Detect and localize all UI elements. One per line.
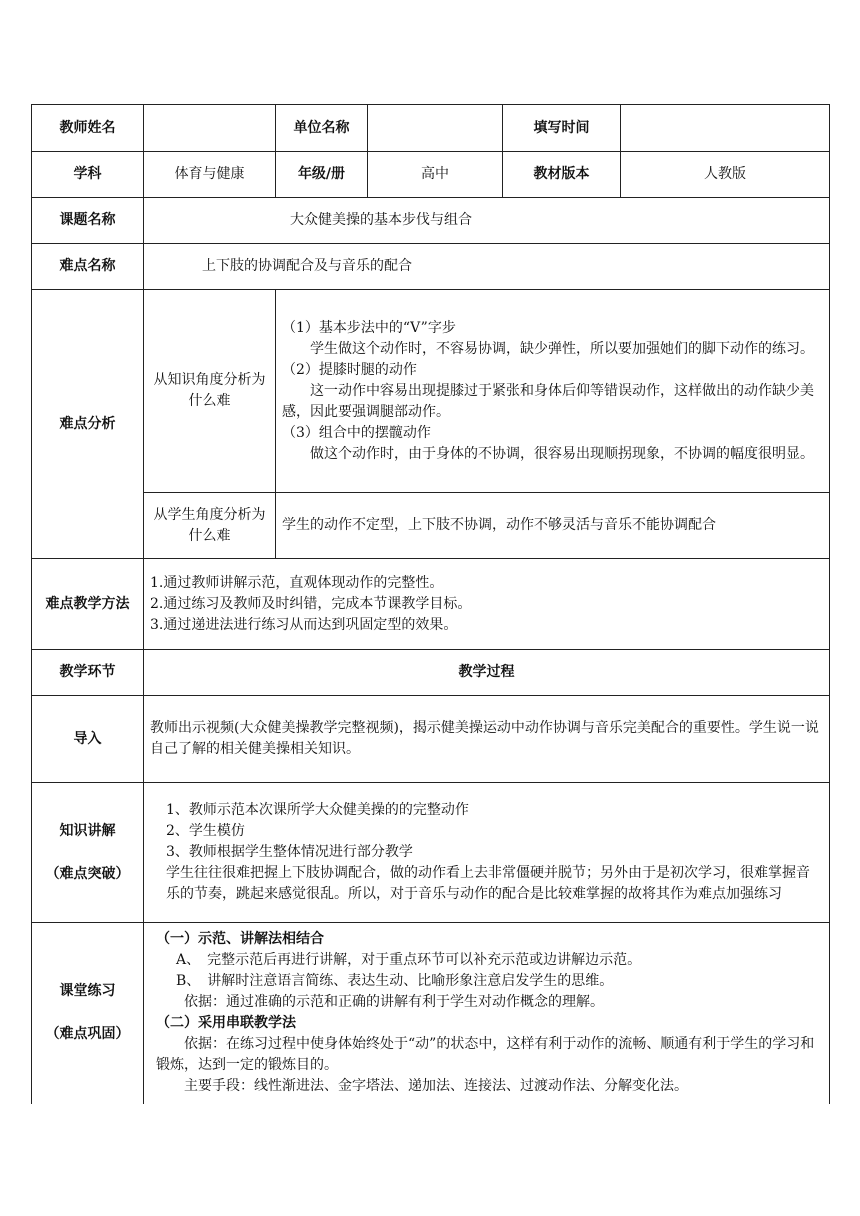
methods-label: 难点教学方法	[32, 559, 144, 650]
practice-row	[32, 923, 830, 1104]
knowledge-item-title: （2）提膝时腿的动作	[282, 361, 417, 378]
practice-section-title: （一）示范、讲解法相结合	[156, 931, 324, 948]
practice-label-cell	[32, 923, 144, 1104]
analysis-student-row	[32, 493, 830, 559]
practice-means: 主要手段：线性渐进法、金字塔法、递加法、连接法、过渡动作法、分解变化法。	[184, 1078, 688, 1095]
explain-label: 知识讲解	[59, 822, 116, 839]
grade-label: 年级/册	[276, 152, 368, 198]
knowledge-angle-content	[276, 290, 830, 493]
process-header-row	[32, 650, 830, 696]
knowledge-item-body: 学生做这个动作时，不容易协调，缺少弹性，所以要加强她们的脚下动作的练习。	[310, 340, 814, 357]
explain-paragraph: 学生往往很难把握上下肢协调配合，做的动作看上去非常僵硬并脱节；另外由于是初次学习，很难掌握音乐的节奏，跳起来感觉很乱。所以，对于音乐与动作的配合是比较难掌握的故将其作为难点加强练习	[166, 865, 810, 902]
practice-item: B、 讲解时注意语言简练、表达生动、比喻形象注意启发学生的思维。	[176, 973, 614, 990]
methods-row	[32, 559, 830, 650]
topic-label: 课题名称	[32, 198, 144, 244]
fill-date-field[interactable]	[621, 105, 830, 152]
methods-content	[144, 559, 830, 650]
stage-header: 教学环节	[32, 650, 144, 696]
unit-name-label: 单位名称	[276, 105, 368, 152]
practice-label: 课堂练习	[59, 983, 116, 1000]
header-row	[32, 105, 830, 152]
knowledge-item-title: （1）基本步法中的“V”字步	[282, 319, 456, 336]
subject-label: 学科	[32, 152, 144, 198]
explain-item: 1、教师示范本次课所学大众健美操的的完整动作	[166, 802, 469, 818]
difficulty-row	[32, 244, 830, 290]
knowledge-item-body: 这一动作中容易出现提膝过于紧张和身体后仰等错误动作，这样做出的动作缺少美感，因此要强调腿部动作。	[282, 382, 814, 420]
intro-label: 导入	[32, 696, 144, 783]
subject-value: 体育与健康	[144, 152, 276, 198]
edition-value: 人教版	[621, 152, 830, 198]
practice-basis: 依据：通过准确的示范和正确的讲解有利于学生对动作概念的理解。	[184, 994, 604, 1011]
edition-label: 教材版本	[503, 152, 621, 198]
teacher-name-field[interactable]	[144, 105, 276, 152]
explain-row	[32, 783, 830, 923]
unit-name-field[interactable]	[368, 105, 503, 152]
explain-item: 3、教师根据学生整体情况进行部分教学	[166, 844, 413, 860]
explain-item: 2、学生模仿	[166, 823, 245, 839]
difficulty-value: 上下肢的协调配合及与音乐的配合	[144, 244, 830, 290]
knowledge-item-body: 做这个动作时，由于身体的不协调，很容易出现顺拐现象，不协调的幅度很明显。	[310, 445, 814, 462]
explain-label-cell	[32, 783, 144, 923]
difficulty-label: 难点名称	[32, 244, 144, 290]
process-header: 教学过程	[144, 650, 830, 696]
practice-content	[144, 923, 830, 1104]
lesson-plan-table	[31, 104, 830, 1104]
teacher-name-label: 教师姓名	[32, 105, 144, 152]
knowledge-item-title: （3）组合中的摆髋动作	[282, 424, 431, 441]
grade-value: 高中	[368, 152, 503, 198]
student-angle-label: 从学生角度分析为什么难	[144, 493, 276, 559]
analysis-label: 难点分析	[32, 290, 144, 559]
practice-section-title: （二）采用串联教学法	[156, 1015, 296, 1032]
explain-sublabel: （难点突破）	[45, 865, 130, 882]
explain-content	[144, 783, 830, 923]
topic-value: 大众健美操的基本步伐与组合	[144, 198, 830, 244]
student-angle-content: 学生的动作不定型，上下肢不协调，动作不够灵活与音乐不能协调配合	[276, 493, 830, 559]
subject-row	[32, 152, 830, 198]
method-item: 1.通过教师讲解示范，直观体现动作的完整性。	[150, 574, 444, 591]
practice-item: A、 完整示范后再进行讲解，对于重点环节可以补充示范或边讲解边示范。	[176, 952, 642, 969]
intro-row	[32, 696, 830, 783]
fill-date-label: 填写时间	[503, 105, 621, 152]
knowledge-angle-label: 从知识角度分析为什么难	[144, 290, 276, 493]
practice-basis: 依据：在练习过程中使身体始终处于“动”的状态中，这样有利于动作的流畅、顺通有利于学生的学习和锻炼，达到一定的锻炼目的。	[156, 1036, 815, 1074]
method-item: 2.通过练习及教师及时纠错，完成本节课教学目标。	[150, 595, 472, 612]
topic-row	[32, 198, 830, 244]
analysis-knowledge-row	[32, 290, 830, 493]
method-item: 3.通过递进法进行练习从而达到巩固定型的效果。	[150, 616, 458, 633]
intro-content: 教师出示视频(大众健美操教学完整视频)，揭示健美操运动中动作协调与音乐完美配合的重要性。学生说一说自己了解的相关健美操相关知识。	[144, 696, 830, 783]
practice-sublabel: （难点巩固）	[45, 1026, 130, 1043]
